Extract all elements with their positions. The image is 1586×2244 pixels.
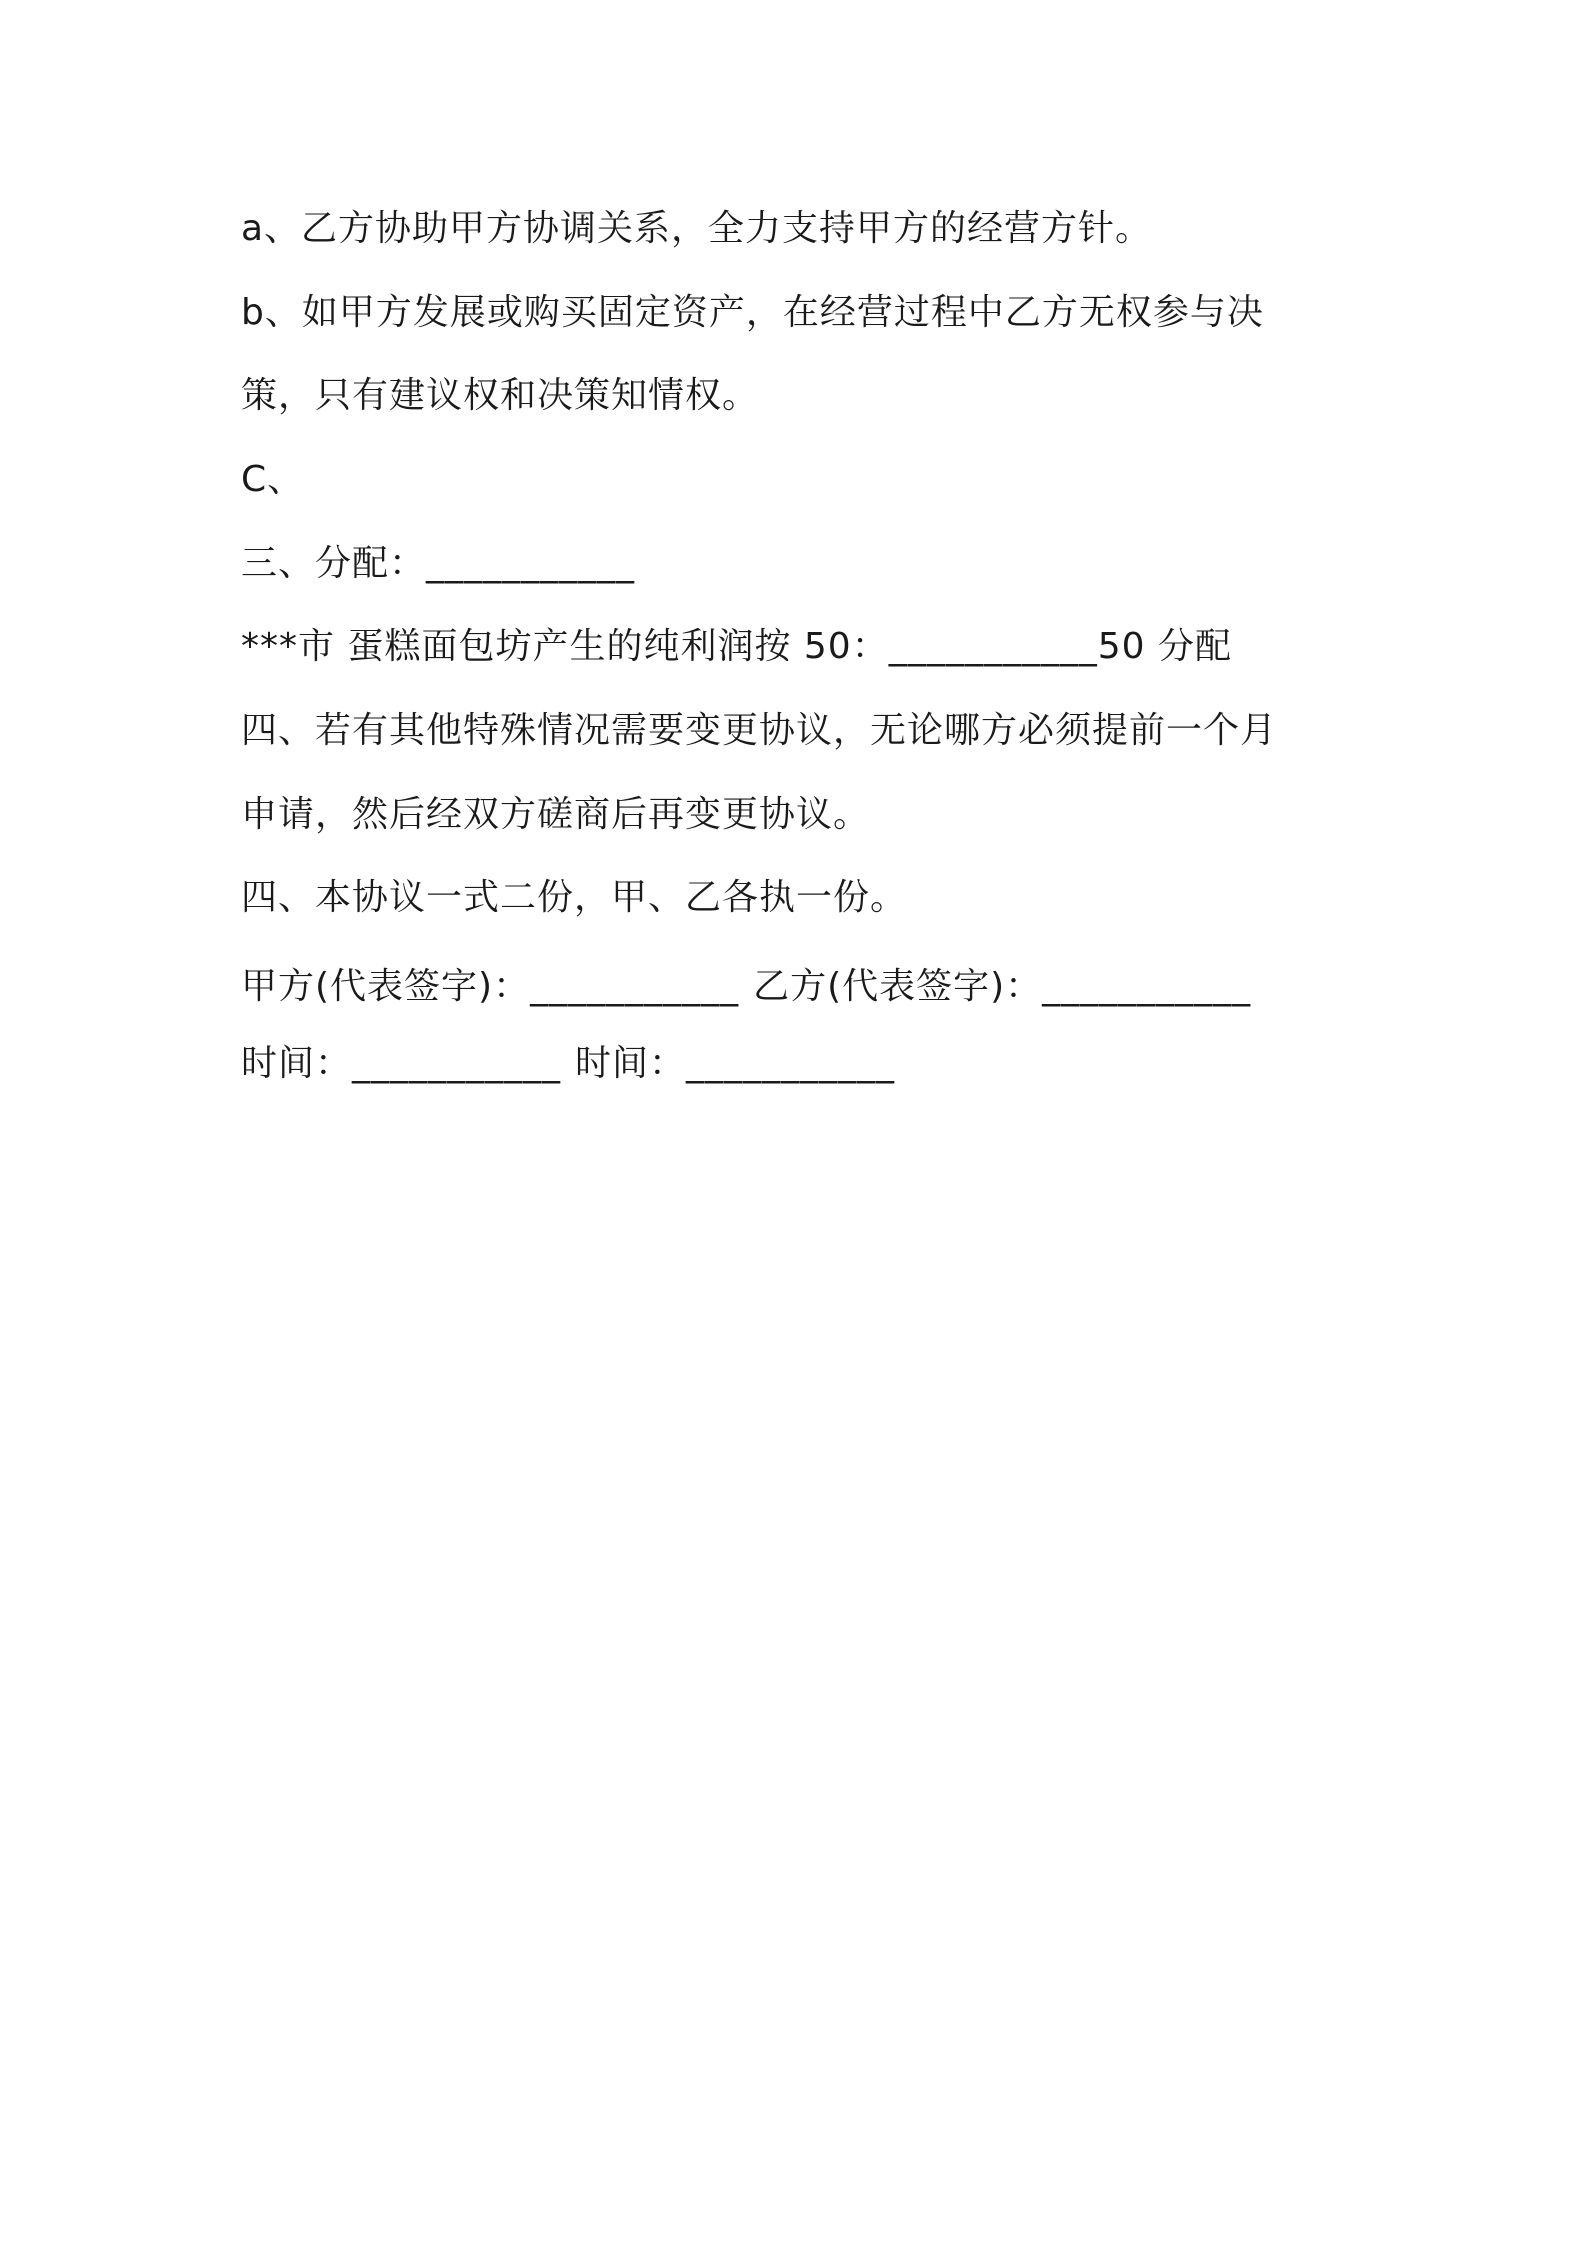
clause-a: a、乙方协助甲方协调关系，全力支持甲方的经营方针。 [241, 208, 1153, 249]
profit-distribution-line: ***市 蛋糕面包坊产生的纯利润按 50：___________50 分配 [241, 626, 1232, 667]
date-row [241, 1040, 895, 1088]
clause-b-line-2: 策，只有建议权和决策知情权。 [241, 375, 760, 416]
section-4-change-line-2: 申请，然后经双方磋商后再变更协议。 [241, 794, 871, 835]
section-4-copies: 四、本协议一式二份，甲、乙各执一份。 [241, 877, 908, 918]
party-b-date: 时间：___________ [575, 1043, 896, 1084]
clause-b-line-1: b、如甲方发展或购买固定资产，在经营过程中乙方无权参与决 [241, 292, 1264, 333]
party-a-date: 时间：___________ [241, 1043, 562, 1084]
signature-row [241, 963, 1251, 1011]
section-3-distribution: 三、分配：___________ [241, 543, 636, 584]
party-a-signature: 甲方(代表签字)：___________ [241, 966, 740, 1007]
clause-c: C、 [241, 459, 305, 500]
section-4-change-line-1: 四、若有其他特殊情况需要变更协议，无论哪方必须提前一个月 [241, 710, 1278, 751]
party-b-signature: 乙方(代表签字)：___________ [753, 966, 1252, 1007]
